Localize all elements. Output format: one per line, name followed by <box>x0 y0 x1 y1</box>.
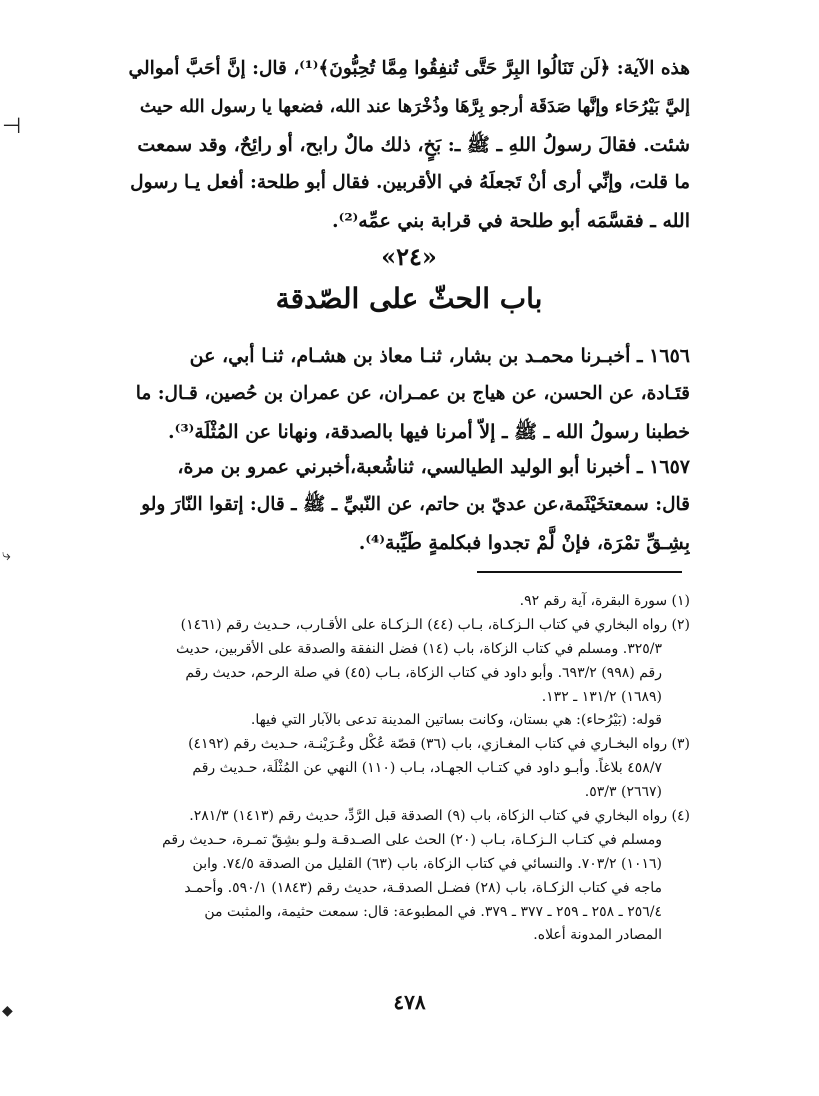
footnote-divider <box>477 571 682 573</box>
hadith-1656 <box>128 337 690 451</box>
footnote-line: ماجه في كتاب الزكـاة، باب (٢٨) فضـل الصدقـة، حديث رقم (١٨٤٣) ٥٩٠/١. وأحمـد <box>184 879 662 896</box>
footnote-line: (٣) رواه البخـاري في كتاب المغـازي، باب (٣٦) قصّة عُكْل وعُـرَيْنـة، حـديث رقم (٤١٩٢) <box>188 736 690 753</box>
footnote-line: ٣٢٥/٣. ومسلم في كتاب الزكاة، باب (١٤) فضل النفقة والصدقة على الأقربين، حديث <box>175 640 662 657</box>
footnote-line: رقم (٩٩٨) ٦٩٣/٢. وأبو داود في كتاب الزكاة، بـاب (٤٥) في صلة الرحم، حديث رقم <box>185 664 662 681</box>
scan-mark: ◆ <box>2 1003 13 1019</box>
text-line: الله ـ فقسَّمَه أبو طلحة في قرابة بني عمِّه⁽²⁾. <box>332 210 690 232</box>
page-number: ٤٧٨ <box>393 990 426 1014</box>
text-line: هذه الآية: ﴿لَن تَنَالُوا البِرَّ حَتَّى تُنفِقُوا مِمَّا تُحِبُّونَ﴾⁽¹⁾، قال: إنَّ أحَبَّ أموالي <box>128 58 690 79</box>
footnote-line: (٢) رواه البخاري في كتاب الـزكـاة، بـاب (٤٤) الـزكـاة على الأقـارب، حـديث رقم (١٤٦١) <box>180 616 690 633</box>
footnote-line: ٤٥٨/٧ بلاغاً. وأبـو داود في كتـاب الجهـاد، بـاب (١١٠) النهي عن المُثْلَة، حـديث رقم <box>192 760 662 777</box>
text-line: قال: سمعتخَيْثَمة،عن عديّ بن حاتم، عن النّبيِّ ـ ﷺ ـ قال: إتقوا النّارَ ولو <box>141 494 690 515</box>
text-line: بِشِـقِّ تمْرَة، فإنْ لَّمْ تجدوا فبكلمةٍ طَيِّبة⁽⁴⁾. <box>358 532 690 554</box>
footnotes <box>128 590 690 948</box>
scan-mark: ⊢ <box>2 114 22 139</box>
footnote-line: ٢٥٦/٤ ـ ٢٥٨ ـ ٢٥٩ ـ ٣٧٧ ـ ٣٧٩. في المطبوعة: قال: سمعت حثيمة، والمثبت من <box>204 903 662 920</box>
chapter-title: باب الحثّ على الصّدقة <box>275 282 543 315</box>
scan-mark: ⤷ <box>2 545 11 564</box>
footnote-line: (١٠١٦) ٧٠٣/٢. والنسائي في كتاب الزكاة، باب (٦٣) القليل من الصدقة ٧٤/٥. وابن <box>192 855 662 872</box>
text-line: قتَـادة، عن الحسن، عن هياج بن عمـران، عن عمران بن حُصين، قـال: ما <box>135 383 690 404</box>
footnote-line: المصادر المدونة أعلاه. <box>533 927 662 944</box>
footnote-line: (٢٦٦٧) ٥٣/٣. <box>584 784 662 801</box>
text-line: خطبنا رسولُ الله ـ ﷺ ـ إلاّ أمرنا فيها بالصدقة، ونهانا عن المُثْلَة⁽³⁾. <box>168 421 690 443</box>
footnote-line: قوله: (بَيْرُحاء): هي بستان، وكانت بساتين المدينة تدعى بالآبار التي فيها. <box>250 712 662 729</box>
footnote-line: (٤) رواه البخاري في كتاب الزكاة، باب (٩) الصدقة قبل الرَّدِّ، حديث رقم (١٤١٣) ٢٨١/٣. <box>189 808 690 825</box>
text-line: ١٦٥٦ ـ أخبـرنا محمـد بن بشار، ثنـا معاذ بن هشـام، ثنـا أبي، عن <box>189 345 690 367</box>
footnote-line: (١٦٨٩) ١٣١/٢ ـ ١٣٢. <box>541 688 662 705</box>
footnote-line: (١) سورة البقرة، آية رقم ٩٢. <box>519 593 690 609</box>
text-line: ما قلت، وإنِّي أرى أنْ تَجعلَهُ في الأقربين. فقال أبو طلحة: أفعل يـا رسول <box>130 172 690 193</box>
text-line: ١٦٥٧ ـ أخبرنا أبو الوليد الطيالسي، ثناشُعبة،أخبرني عمرو بن مرة، <box>177 456 690 478</box>
text-line: إليَّ بَيْرُحَاء وإنَّها صَدَقَة أرجو بِرَّهَا وذُخْرَها عند الله، فضعها يا رسول الله حيث <box>139 97 690 117</box>
top-paragraph <box>128 50 690 240</box>
text-line: شئت. فقالَ رسولُ اللهِ ـ ﷺ ـ: بَخٍ، ذلك مالٌ رابح، أو رائِحٌ، وقد سمعت <box>137 134 690 156</box>
footnote-line: ومسلم في كتـاب الـزكـاة، بـاب (٢٠) الحث على الصـدقـة ولـو بشِقّ تمـرة، حـديث رقم <box>162 831 662 848</box>
chapter-number: «٢٤» <box>381 242 437 271</box>
hadith-1657 <box>128 448 690 562</box>
